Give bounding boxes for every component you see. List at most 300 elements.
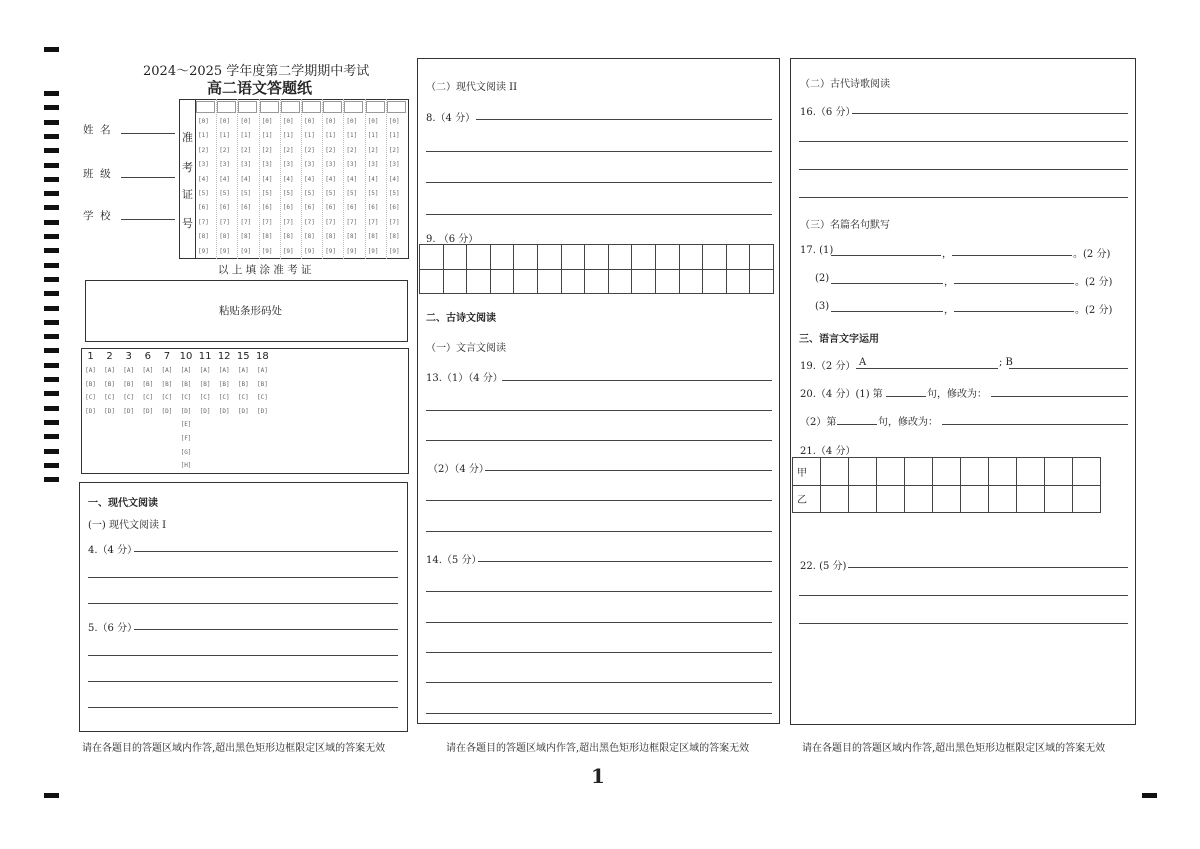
grid-divider: [280, 99, 281, 259]
score-label: 。(2 分): [1073, 249, 1111, 260]
grid-cell[interactable]: [679, 269, 703, 294]
admission-digit-bubble[interactable]: [5]: [261, 190, 273, 197]
grid-cell[interactable]: [679, 245, 703, 270]
timing-mark: [44, 420, 59, 425]
q17-answer-line[interactable]: [831, 283, 943, 284]
admission-digit-bubble[interactable]: [6]: [198, 204, 209, 212]
admission-digit-bubble[interactable]: [3]: [198, 161, 209, 169]
admission-digit-bubble[interactable]: [4]: [304, 175, 315, 183]
choice-bubble[interactable]: [B]: [180, 380, 192, 388]
admission-digit-bubble[interactable]: [5]: [304, 190, 315, 197]
grid-cell[interactable]: [443, 245, 467, 270]
grid-cell[interactable]: [1045, 458, 1073, 486]
q13-answer-line[interactable]: [502, 380, 772, 381]
admission-digit-cell[interactable]: [387, 101, 406, 113]
grid-cell[interactable]: [608, 269, 632, 294]
admission-digit-bubble[interactable]: [8]: [240, 233, 252, 241]
admission-digit-bubble[interactable]: [2]: [282, 146, 294, 154]
admission-digit-bubble[interactable]: [0]: [388, 118, 400, 125]
admission-digit-bubble[interactable]: [6]: [304, 204, 315, 212]
admission-digit-bubble[interactable]: [3]: [261, 161, 273, 169]
admission-digit-bubble[interactable]: [7]: [240, 218, 252, 226]
admission-digit-bubble[interactable]: [2]: [261, 146, 273, 154]
q20-answer-line[interactable]: [837, 424, 877, 425]
choice-bubble[interactable]: [D]: [85, 407, 96, 415]
q14-answer-line[interactable]: [426, 713, 772, 714]
school-field[interactable]: [121, 219, 175, 220]
admission-digit-cell[interactable]: [196, 101, 215, 113]
q21-row-label: 甲: [797, 467, 807, 479]
grid-cell[interactable]: [877, 458, 905, 486]
choice-bubble[interactable]: [A]: [123, 367, 135, 374]
timing-mark: [44, 434, 59, 439]
admission-digit-bubble[interactable]: [8]: [346, 233, 358, 241]
choice-bubble[interactable]: [A]: [161, 367, 173, 374]
timing-mark: [44, 120, 59, 125]
admission-digit-bubble[interactable]: [6]: [388, 204, 400, 212]
choice-bubble[interactable]: [C]: [256, 394, 268, 402]
admission-digit-bubble[interactable]: [6]: [325, 204, 337, 212]
admission-digit-bubble[interactable]: [6]: [261, 204, 273, 212]
choice-bubble[interactable]: [A]: [142, 367, 154, 374]
admission-digit-bubble[interactable]: [7]: [219, 218, 231, 226]
choice-bubble[interactable]: [C]: [218, 394, 230, 402]
q14-answer-line[interactable]: [478, 561, 772, 562]
choice-bubble[interactable]: [A]: [85, 367, 96, 374]
choice-bubble[interactable]: [C]: [199, 394, 211, 402]
choice-bubble[interactable]: [D]: [142, 407, 154, 415]
q13-answer-line[interactable]: [426, 410, 772, 411]
admission-digit-bubble[interactable]: [0]: [219, 118, 231, 125]
admission-digit-cell[interactable]: [260, 101, 279, 113]
choice-question-number: 3: [125, 351, 132, 362]
admission-digit-bubble[interactable]: [0]: [282, 118, 294, 125]
admission-digit-bubble[interactable]: [6]: [346, 204, 358, 212]
q13-answer-line[interactable]: [485, 470, 772, 471]
choice-bubble[interactable]: [C]: [104, 394, 116, 402]
choice-bubble[interactable]: [B]: [199, 380, 211, 388]
timing-mark: [44, 348, 59, 353]
grid-cell[interactable]: [1073, 485, 1101, 513]
admission-digit-bubble[interactable]: [0]: [367, 118, 379, 125]
choice-bubble[interactable]: [D]: [161, 407, 173, 415]
q17-answer-line[interactable]: [954, 283, 1074, 284]
choice-bubble[interactable]: [C]: [85, 394, 96, 402]
admission-digit-bubble[interactable]: [0]: [325, 118, 337, 125]
admission-digit-bubble[interactable]: [5]: [325, 190, 337, 197]
admission-digit-bubble[interactable]: [7]: [346, 218, 358, 226]
q17-1-label: 17. (1): [800, 245, 834, 256]
grid-cell[interactable]: [561, 269, 585, 294]
choice-question-number: 1: [87, 351, 94, 362]
q13-answer-line[interactable]: [426, 500, 772, 501]
q4-answer-line[interactable]: [88, 603, 398, 604]
admission-digit-bubble[interactable]: [7]: [261, 218, 273, 226]
q4-label: 4.（4 分）: [88, 545, 138, 556]
sheet-title: 高二语文答题纸: [207, 79, 313, 97]
admission-digit-cell[interactable]: [238, 101, 257, 113]
q4-answer-line[interactable]: [134, 551, 398, 552]
grid-label-cell: [793, 458, 821, 486]
q14-answer-line[interactable]: [426, 622, 772, 623]
admission-digit-bubble[interactable]: [5]: [282, 190, 294, 197]
timing-mark: [44, 220, 59, 225]
admission-digit-bubble[interactable]: [2]: [388, 146, 400, 154]
grid-cell[interactable]: [849, 485, 877, 513]
grid-cell[interactable]: [961, 458, 989, 486]
admission-digit-bubble[interactable]: [4]: [261, 175, 273, 183]
admission-digit-bubble[interactable]: [3]: [240, 161, 252, 169]
choice-bubble[interactable]: [B]: [218, 380, 230, 388]
grid-cell[interactable]: [821, 485, 849, 513]
choice-bubble[interactable]: [H]: [180, 462, 192, 470]
q20-2-suffix: 句，修改为：: [878, 417, 938, 428]
admission-digit-bubble[interactable]: [9]: [346, 247, 358, 255]
grid-cell[interactable]: [1017, 458, 1045, 486]
choice-bubble[interactable]: [A]: [218, 367, 230, 374]
admission-digit-cell[interactable]: [281, 101, 300, 113]
grid-cell[interactable]: [420, 269, 444, 294]
timing-mark: [44, 91, 59, 96]
grid-cell[interactable]: [608, 245, 632, 270]
admission-digit-bubble[interactable]: [0]: [304, 118, 315, 125]
grid-cell[interactable]: [1073, 458, 1101, 486]
q17-2-label: (2): [815, 273, 830, 284]
choice-bubble[interactable]: [D]: [237, 407, 249, 415]
q20-answer-line[interactable]: [991, 396, 1128, 397]
admission-digit-cell[interactable]: [323, 101, 342, 113]
admission-digit-bubble[interactable]: [7]: [325, 218, 337, 226]
q4-answer-line[interactable]: [88, 577, 398, 578]
choice-bubble[interactable]: [E]: [180, 421, 192, 429]
q16-answer-line[interactable]: [852, 113, 1128, 114]
admission-digit-bubble[interactable]: [9]: [261, 247, 273, 255]
admission-digit-bubble[interactable]: [8]: [198, 233, 209, 241]
grid-cell[interactable]: [933, 485, 961, 513]
class-field[interactable]: [121, 177, 175, 178]
choice-bubble[interactable]: [C]: [142, 394, 154, 402]
choice-bubble[interactable]: [D]: [256, 407, 268, 415]
admission-digit-bubble[interactable]: [0]: [240, 118, 252, 125]
grid-cell[interactable]: [561, 245, 585, 270]
timing-mark: [44, 363, 59, 368]
grid-cell[interactable]: [585, 245, 609, 270]
choice-bubble[interactable]: [B]: [142, 380, 154, 388]
grid-cell[interactable]: [632, 245, 656, 270]
admission-digit-bubble[interactable]: [5]: [388, 190, 400, 197]
choice-bubble[interactable]: [B]: [256, 380, 268, 388]
grid-divider: [365, 99, 366, 259]
admission-digit-bubble[interactable]: [3]: [282, 161, 294, 169]
choice-bubble[interactable]: [C]: [161, 394, 173, 402]
choice-column: [138, 350, 157, 418]
q8-answer-line[interactable]: [426, 182, 772, 183]
grid-cell[interactable]: [537, 269, 561, 294]
admission-digit-bubble[interactable]: [3]: [219, 161, 231, 169]
q16-answer-line[interactable]: [799, 141, 1128, 142]
grid-cell[interactable]: [655, 269, 679, 294]
q22-answer-line[interactable]: [799, 623, 1128, 624]
comma: ，: [942, 249, 952, 260]
admission-digit-bubble[interactable]: [8]: [388, 233, 400, 241]
admission-digit-bubble[interactable]: [9]: [240, 247, 252, 255]
timing-mark: [44, 148, 59, 153]
grid-cell[interactable]: [467, 245, 491, 270]
grid-cell[interactable]: [537, 245, 561, 270]
section-one-title: 一、现代文阅读: [88, 498, 158, 509]
grid-cell[interactable]: [726, 269, 750, 294]
grid-cell[interactable]: [490, 245, 514, 270]
choice-bubble[interactable]: [B]: [161, 380, 173, 388]
admission-digit-bubble[interactable]: [5]: [367, 190, 379, 197]
timing-mark: [44, 205, 59, 210]
admission-digit-bubble[interactable]: [2]: [240, 146, 252, 154]
q8-answer-line[interactable]: [426, 151, 772, 152]
q13-answer-line[interactable]: [426, 531, 772, 532]
q13-2-label: （2）（4 分）: [428, 464, 489, 475]
grid-divider: [216, 99, 217, 259]
q13-answer-line[interactable]: [426, 440, 772, 441]
q17-answer-line[interactable]: [831, 311, 943, 312]
choice-bubble[interactable]: [B]: [237, 380, 249, 388]
section-two-title: 二、古诗文阅读: [426, 313, 496, 324]
admission-digit-bubble[interactable]: [1]: [282, 132, 294, 140]
grid-cell[interactable]: [933, 458, 961, 486]
q5-answer-line[interactable]: [88, 655, 398, 656]
grid-cell[interactable]: [703, 245, 727, 270]
class-label: 班 级: [83, 168, 111, 180]
admission-digit-bubble[interactable]: [9]: [367, 247, 379, 255]
admission-digit-bubble[interactable]: [4]: [282, 175, 294, 183]
admission-digit-bubble[interactable]: [7]: [304, 218, 315, 226]
grid-cell[interactable]: [726, 245, 750, 270]
admission-digit-bubble[interactable]: [1]: [240, 132, 252, 140]
admission-digit-bubble[interactable]: [4]: [367, 175, 379, 183]
admission-digit-bubble[interactable]: [9]: [282, 247, 294, 255]
grid-cell[interactable]: [989, 485, 1017, 513]
admission-digit-bubble[interactable]: [4]: [388, 175, 400, 183]
subsection-title: （三）名篇名句默写: [800, 220, 890, 231]
admission-digit-bubble[interactable]: [7]: [388, 218, 400, 226]
admission-caption: 以 上 填 涂 准 考 证: [218, 264, 312, 276]
admission-digit-bubble[interactable]: [0]: [261, 118, 273, 125]
grid-cell[interactable]: [905, 485, 933, 513]
admission-digit-bubble[interactable]: [6]: [367, 204, 379, 212]
q5-answer-line[interactable]: [134, 629, 398, 630]
grid-divider: [237, 99, 238, 259]
grid-cell[interactable]: [514, 269, 538, 294]
barcode-label: 粘贴条形码处: [219, 305, 282, 317]
q16-answer-line[interactable]: [799, 169, 1128, 170]
admission-digit-bubble[interactable]: [1]: [304, 132, 315, 140]
q17-answer-line[interactable]: [954, 311, 1074, 312]
admission-digit-bubble[interactable]: [2]: [198, 146, 209, 154]
admission-digit-bubble[interactable]: [3]: [367, 161, 379, 169]
admission-digit-bubble[interactable]: [2]: [304, 146, 315, 154]
admission-digit-bubble[interactable]: [4]: [325, 175, 337, 183]
timing-mark: [44, 234, 59, 239]
q19-answer-line[interactable]: [1009, 368, 1128, 369]
admission-digit-bubble[interactable]: [5]: [240, 190, 252, 197]
grid-cell[interactable]: [443, 269, 467, 294]
admission-digit-bubble[interactable]: [1]: [261, 132, 273, 140]
q20-2-label: （2）第: [800, 417, 837, 428]
admission-digit-cell[interactable]: [366, 101, 385, 113]
choice-bubble[interactable]: [C]: [123, 394, 135, 402]
grid-cell[interactable]: [750, 269, 774, 294]
admission-digit-bubble[interactable]: [9]: [304, 247, 315, 255]
grid-cell[interactable]: [585, 269, 609, 294]
admission-digit-cell[interactable]: [302, 101, 321, 113]
choice-bubble[interactable]: [B]: [85, 380, 96, 388]
q14-answer-line[interactable]: [426, 682, 772, 683]
grid-cell[interactable]: [849, 458, 877, 486]
admission-digit-bubble[interactable]: [9]: [325, 247, 337, 255]
choice-bubble[interactable]: [A]: [104, 367, 116, 374]
grid-cell[interactable]: [877, 485, 905, 513]
admission-digit-bubble[interactable]: [9]: [219, 247, 231, 255]
q22-answer-line[interactable]: [848, 567, 1128, 568]
choice-question-number: 10: [179, 351, 193, 362]
q21-row-label: 乙: [797, 495, 807, 507]
admission-digit-bubble[interactable]: [2]: [367, 146, 379, 154]
admission-digit-bubble[interactable]: [5]: [346, 190, 358, 197]
grid-cell[interactable]: [655, 245, 679, 270]
admission-digit-bubble[interactable]: [6]: [240, 204, 252, 212]
admission-digit-bubble[interactable]: [0]: [198, 118, 209, 125]
grid-label-cell: [793, 485, 821, 513]
admission-digit-bubble[interactable]: [5]: [198, 190, 209, 197]
grid-cell[interactable]: [750, 245, 774, 270]
admission-digit-bubble[interactable]: [7]: [367, 218, 379, 226]
grid-cell[interactable]: [989, 458, 1017, 486]
grid-cell[interactable]: [1017, 485, 1045, 513]
admission-digit-bubble[interactable]: [4]: [198, 175, 209, 183]
admission-digit-bubble[interactable]: [3]: [325, 161, 337, 169]
q20-answer-line[interactable]: [942, 424, 1128, 425]
admission-digit-bubble[interactable]: [4]: [219, 175, 231, 183]
admission-digit-bubble[interactable]: [8]: [282, 233, 294, 241]
grid-cell[interactable]: [514, 245, 538, 270]
grid-divider: [259, 99, 260, 259]
q14-answer-line[interactable]: [426, 591, 772, 592]
choice-question-number: 18: [256, 351, 269, 362]
timing-mark: [44, 391, 59, 396]
admission-digit-bubble[interactable]: [1]: [219, 132, 231, 140]
choice-bubble[interactable]: [G]: [180, 448, 192, 456]
choice-bubble[interactable]: [D]: [123, 407, 135, 415]
q17-answer-line[interactable]: [831, 255, 941, 256]
admission-digit-bubble[interactable]: [3]: [304, 161, 315, 169]
q22-answer-line[interactable]: [799, 595, 1128, 596]
q17-answer-line[interactable]: [952, 255, 1072, 256]
admission-digit-bubble[interactable]: [3]: [346, 161, 358, 169]
choice-bubble[interactable]: [D]: [199, 407, 211, 415]
grid-cell[interactable]: [632, 269, 656, 294]
admission-digit-bubble[interactable]: [6]: [282, 204, 294, 212]
choice-column: [196, 350, 215, 418]
admission-side-char: 准: [182, 131, 193, 144]
timing-mark: [44, 406, 59, 411]
admission-digit-bubble[interactable]: [1]: [388, 132, 400, 140]
admission-digit-bubble[interactable]: [2]: [346, 146, 358, 154]
q8-answer-line[interactable]: [426, 214, 772, 215]
admission-digit-bubble[interactable]: [7]: [198, 218, 209, 226]
choice-bubble[interactable]: [C]: [180, 394, 192, 402]
choice-bubble[interactable]: [B]: [104, 380, 116, 388]
choice-column: [215, 350, 234, 418]
admission-digit-bubble[interactable]: [1]: [346, 132, 358, 140]
choice-bubble[interactable]: [D]: [218, 407, 230, 415]
name-field[interactable]: [121, 133, 175, 134]
admission-digit-bubble[interactable]: [1]: [367, 132, 379, 140]
q20-answer-line[interactable]: [886, 396, 926, 397]
q5-answer-line[interactable]: [88, 707, 398, 708]
grid-cell[interactable]: [821, 458, 849, 486]
admission-digit-bubble[interactable]: [5]: [219, 190, 231, 197]
choice-bubble[interactable]: [D]: [180, 407, 192, 415]
admission-digit-bubble[interactable]: [4]: [346, 175, 358, 183]
q14-answer-line[interactable]: [426, 652, 772, 653]
q5-answer-line[interactable]: [88, 681, 398, 682]
grid-cell[interactable]: [961, 485, 989, 513]
grid-cell[interactable]: [905, 458, 933, 486]
admission-digit-bubble[interactable]: [6]: [219, 204, 231, 212]
choice-bubble[interactable]: [C]: [237, 394, 249, 402]
admission-digit-cell[interactable]: [344, 101, 363, 113]
q19-option-b: ; B: [999, 357, 1013, 368]
choice-bubble[interactable]: [A]: [256, 367, 268, 374]
grid-cell[interactable]: [703, 269, 727, 294]
timing-mark: [1142, 793, 1157, 798]
q19-answer-line[interactable]: [856, 368, 998, 369]
choice-column: [253, 350, 272, 418]
admission-digit-bubble[interactable]: [8]: [367, 233, 379, 241]
admission-digit-bubble[interactable]: [9]: [388, 247, 400, 255]
grid-cell[interactable]: [467, 269, 491, 294]
admission-digit-bubble[interactable]: [8]: [325, 233, 337, 241]
admission-digit-bubble[interactable]: [8]: [304, 233, 315, 241]
grid-cell[interactable]: [490, 269, 514, 294]
admission-digit-bubble[interactable]: [4]: [240, 175, 252, 183]
choice-bubble[interactable]: [A]: [237, 367, 249, 374]
grid-cell[interactable]: [1045, 485, 1073, 513]
q16-answer-line[interactable]: [799, 197, 1128, 198]
admission-digit-bubble[interactable]: [8]: [219, 233, 231, 241]
admission-digit-bubble[interactable]: [7]: [282, 218, 294, 226]
q8-answer-line[interactable]: [476, 119, 772, 120]
q8-label: 8.（4 分）: [426, 113, 476, 124]
admission-digit-bubble[interactable]: [3]: [388, 161, 400, 169]
choice-bubble[interactable]: [B]: [123, 380, 135, 388]
choice-bubble[interactable]: [A]: [199, 367, 211, 374]
admission-digit-bubble[interactable]: [2]: [325, 146, 337, 154]
admission-digit-bubble[interactable]: [1]: [325, 132, 337, 140]
choice-bubble[interactable]: [D]: [104, 407, 116, 415]
timing-mark: [44, 191, 59, 196]
admission-digit-bubble[interactable]: [1]: [198, 132, 209, 140]
choice-bubble[interactable]: [F]: [180, 434, 192, 442]
admission-digit-bubble[interactable]: [0]: [346, 118, 358, 125]
choice-column: [234, 350, 253, 418]
admission-digit-cell[interactable]: [217, 101, 236, 113]
admission-digit-bubble[interactable]: [9]: [198, 247, 209, 255]
admission-digit-bubble[interactable]: [2]: [219, 146, 231, 154]
admission-digit-bubble[interactable]: [8]: [261, 233, 273, 241]
choice-bubble[interactable]: [A]: [180, 367, 192, 374]
grid-cell[interactable]: [420, 245, 444, 270]
timing-mark: [44, 277, 59, 282]
